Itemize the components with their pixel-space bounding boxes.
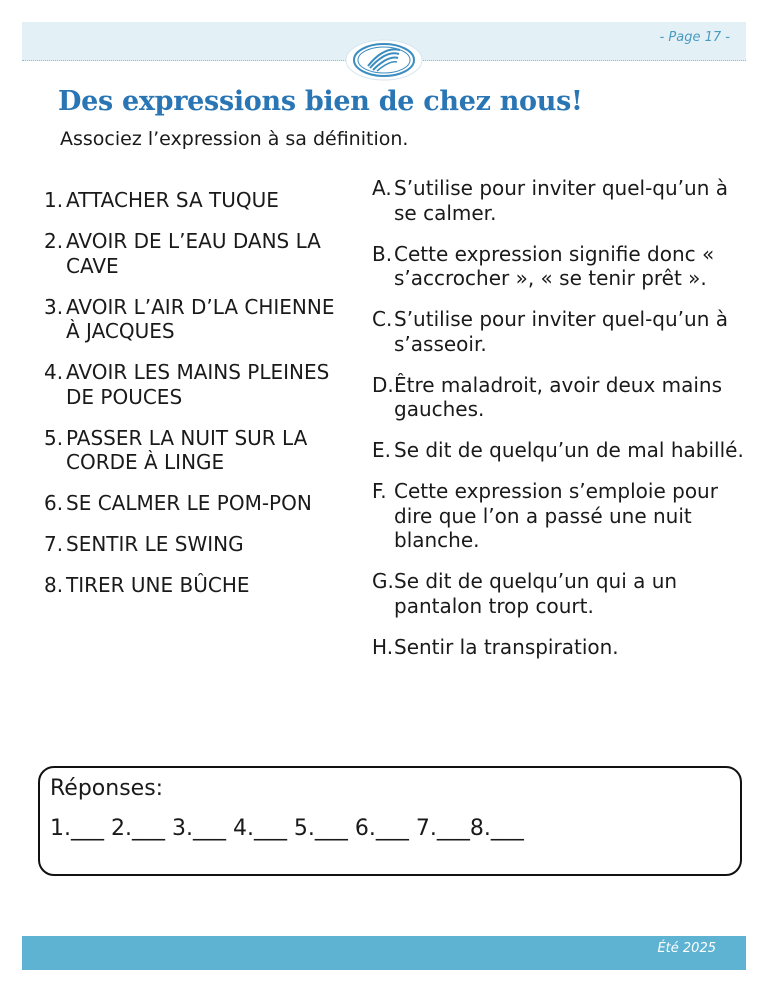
expression-item: 5. PASSER LA NUIT SUR LA CORDE À LINGE [44,425,308,474]
expression-item: 2. AVOIR DE L’EAU DANS LA CAVE [44,229,321,278]
instructions: Associez l’expression à sa définition. [60,128,409,150]
definition-item: D. Être maladroit, avoir deux mains gauches. [372,372,723,421]
definition-item: E. Se dit de quelqu’un de mal habillé. [372,438,744,462]
expression-item: 3. AVOIR L’AIR D’LA CHIENNE À JACQUES [44,294,335,343]
definition-item: H. Sentir la transpiration. [372,634,619,659]
expression-item: 6. SE CALMER LE POM-PON [44,491,312,515]
page-number: - Page 17 - [659,30,730,45]
footer-band [22,936,746,970]
definition-list [372,176,757,676]
definition-item: G. Se dit de quelqu’un qui a un pantalon trop court. [372,569,678,618]
expression-list [44,188,344,614]
issue-label: Été 2025 [657,941,716,956]
magazine-logo-icon [344,38,424,82]
page-title: Des expressions bien de chez nous! [58,86,583,117]
answer-blanks: 1.___ 2.___ 3.___ 4.___ 5.___ 6.___ 7.___8.___ [50,816,524,841]
definition-item: F. Cette expression s’emploie pour dire que l’on a passé une nuit blanche. [372,479,718,552]
definition-item: C. S’utilise pour inviter quel-qu’un à s’asseoir. [372,307,729,356]
definition-item: A. S’utilise pour inviter quel-qu’un à se calmer. [372,176,729,225]
expression-item: 7. SENTIR LE SWING [44,532,244,556]
expression-item: 8. TIRER UNE BÛCHE [44,573,250,597]
definition-item: B. Cette expression signifie donc « s’accrocher », « se tenir prêt ». [372,241,715,290]
expression-item: 4. AVOIR LES MAINS PLEINES DE POUCES [44,360,330,409]
expression-item: 1. ATTACHER SA TUQUE [44,188,279,212]
answer-label: Réponses: [50,776,164,801]
